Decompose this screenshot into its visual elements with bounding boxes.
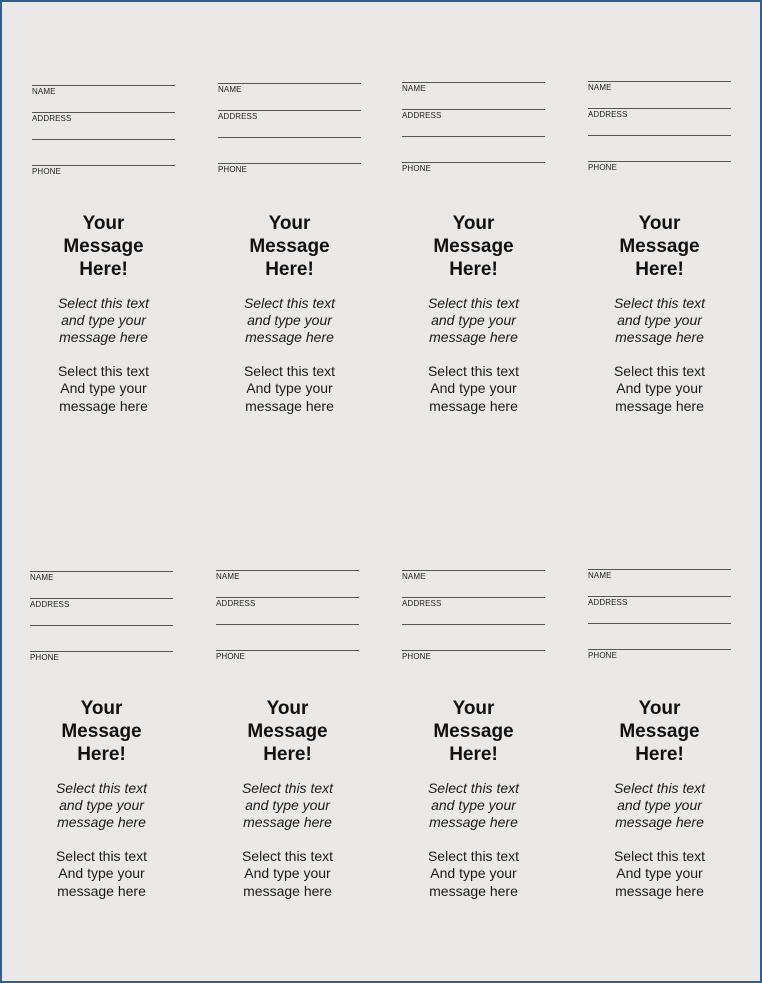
address-line-2[interactable]: [402, 624, 545, 625]
name-field[interactable]: [218, 83, 361, 95]
address-line-2[interactable]: [30, 625, 173, 626]
phone-label: PHONE: [216, 652, 245, 661]
headline-message[interactable]: Your Message Here!: [247, 698, 328, 765]
hang-tag: [218, 83, 378, 443]
name-label: NAME: [216, 572, 240, 581]
address-field[interactable]: [402, 597, 545, 609]
phone-label: PHONE: [402, 164, 431, 173]
name-field[interactable]: [32, 85, 175, 97]
headline-message[interactable]: Your Message Here!: [61, 698, 142, 765]
name-label: NAME: [588, 571, 612, 580]
hang-tag: [402, 82, 562, 442]
address-field[interactable]: [32, 112, 175, 124]
hang-tag: [588, 569, 748, 929]
phone-field[interactable]: [402, 162, 545, 174]
address-line-2[interactable]: [588, 623, 731, 624]
address-field[interactable]: [30, 598, 173, 610]
hang-tag: [30, 571, 190, 931]
phone-label: PHONE: [32, 167, 61, 176]
address-label: ADDRESS: [402, 599, 442, 608]
address-label: ADDRESS: [218, 112, 258, 121]
name-label: NAME: [30, 573, 54, 582]
phone-field[interactable]: [588, 161, 731, 173]
plain-message[interactable]: Select this text And type your message here: [427, 363, 520, 414]
plain-message[interactable]: Select this text And type your message here: [243, 363, 336, 414]
tag-grid: [2, 2, 760, 981]
name-field[interactable]: [402, 570, 545, 582]
italic-message[interactable]: Select this text and type your message here: [243, 295, 336, 345]
headline-message[interactable]: Your Message Here!: [619, 213, 700, 280]
phone-field[interactable]: [216, 650, 359, 662]
phone-field[interactable]: [32, 165, 175, 177]
plain-message[interactable]: Select this text And type your message here: [427, 848, 520, 899]
hang-tag: [32, 85, 192, 445]
address-label: ADDRESS: [32, 114, 72, 123]
hang-tag: [216, 570, 376, 930]
italic-message[interactable]: Select this text and type your message here: [427, 295, 520, 345]
address-line-2[interactable]: [588, 135, 731, 136]
phone-label: PHONE: [588, 651, 617, 660]
italic-message[interactable]: Select this text and type your message here: [241, 780, 334, 830]
address-line-2[interactable]: [402, 136, 545, 137]
name-field[interactable]: [588, 569, 731, 581]
address-line-2[interactable]: [218, 137, 361, 138]
name-field[interactable]: [216, 570, 359, 582]
name-label: NAME: [32, 87, 56, 96]
address-field[interactable]: [588, 108, 731, 120]
name-field[interactable]: [30, 571, 173, 583]
italic-message[interactable]: Select this text and type your message here: [427, 780, 520, 830]
address-label: ADDRESS: [402, 111, 442, 120]
headline-message[interactable]: Your Message Here!: [433, 698, 514, 765]
phone-field[interactable]: [218, 163, 361, 175]
address-label: ADDRESS: [30, 600, 70, 609]
address-line-2[interactable]: [216, 624, 359, 625]
name-label: NAME: [402, 84, 426, 93]
address-label: ADDRESS: [216, 599, 256, 608]
name-label: NAME: [218, 85, 242, 94]
address-label: ADDRESS: [588, 110, 628, 119]
phone-field[interactable]: [402, 650, 545, 662]
address-field[interactable]: [216, 597, 359, 609]
headline-message[interactable]: Your Message Here!: [433, 213, 514, 280]
name-label: NAME: [588, 83, 612, 92]
address-field[interactable]: [218, 110, 361, 122]
plain-message[interactable]: Select this text And type your message here: [613, 363, 706, 414]
address-label: ADDRESS: [588, 598, 628, 607]
name-field[interactable]: [588, 81, 731, 93]
plain-message[interactable]: Select this text And type your message here: [241, 848, 334, 899]
phone-label: PHONE: [30, 653, 59, 662]
hang-tag: [402, 570, 562, 930]
address-field[interactable]: [588, 596, 731, 608]
headline-message[interactable]: Your Message Here!: [249, 213, 330, 280]
address-field[interactable]: [402, 109, 545, 121]
plain-message[interactable]: Select this text And type your message here: [613, 848, 706, 899]
italic-message[interactable]: Select this text and type your message here: [613, 780, 706, 830]
italic-message[interactable]: Select this text and type your message here: [613, 295, 706, 345]
phone-field[interactable]: [30, 651, 173, 663]
italic-message[interactable]: Select this text and type your message here: [57, 295, 150, 345]
address-line-2[interactable]: [32, 139, 175, 140]
italic-message[interactable]: Select this text and type your message here: [55, 780, 148, 830]
name-field[interactable]: [402, 82, 545, 94]
phone-label: PHONE: [218, 165, 247, 174]
headline-message[interactable]: Your Message Here!: [619, 698, 700, 765]
phone-field[interactable]: [588, 649, 731, 661]
plain-message[interactable]: Select this text And type your message here: [57, 363, 150, 414]
name-label: NAME: [402, 572, 426, 581]
plain-message[interactable]: Select this text And type your message here: [55, 848, 148, 899]
hang-tag: [588, 81, 748, 441]
phone-label: PHONE: [402, 652, 431, 661]
headline-message[interactable]: Your Message Here!: [63, 213, 144, 280]
phone-label: PHONE: [588, 163, 617, 172]
